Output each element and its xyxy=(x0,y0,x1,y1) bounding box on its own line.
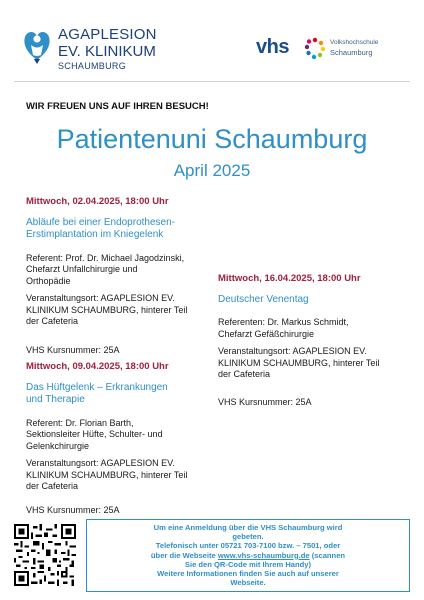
info-line xyxy=(93,551,403,560)
event-topic-line: und Therapie xyxy=(26,394,85,405)
event-topic xyxy=(26,382,216,407)
event-location-line: Veranstaltungsort: AGAPLESION EV. xyxy=(26,458,175,468)
event-date: Mittwoch, 16.04.2025, 18:00 Uhr xyxy=(218,273,361,284)
event-referent xyxy=(218,317,408,340)
agaplesion-heart-icon xyxy=(22,26,52,66)
info-line-suffix: (scannen xyxy=(309,550,346,560)
registration-info-box xyxy=(86,519,410,592)
event-topic-line: Deutscher Venentag xyxy=(218,293,309,305)
event-topic-line: Erstimplantation im Kniegelenk xyxy=(26,229,164,240)
vhs-sub2: Schaumburg xyxy=(330,48,373,57)
info-line: Weitere Informationen finden Sie auch auf unserer xyxy=(157,569,339,579)
event-referent xyxy=(26,253,216,288)
event-location-line: KLINIKUM SCHAUMBURG, hinterer Teil xyxy=(26,304,188,315)
vhs-logo xyxy=(256,36,406,64)
info-line-prefix: über die Webseite xyxy=(150,550,218,560)
vhs-website-link[interactable]: www.vhs-schaumburg.de xyxy=(217,550,310,560)
welcome-text: WIR FREUEN UNS AUF IHREN BESUCH! xyxy=(26,101,209,112)
event-topic-line: Das Hüftgelenk – Erkrankungen xyxy=(26,381,168,393)
event-location xyxy=(218,346,408,381)
info-line: Sie den QR-Code mit Ihrem Handy) xyxy=(184,559,312,569)
agaplesion-logo xyxy=(22,26,162,72)
event-date: Mittwoch, 09.04.2025, 18:00 Uhr xyxy=(26,361,169,372)
event-referent xyxy=(26,418,216,453)
event-course-number: VHS Kursnummer: 25A xyxy=(218,396,312,407)
event-topic xyxy=(218,294,408,307)
info-line: Um eine Anmeldung über die VHS Schaumburg wird xyxy=(153,523,343,532)
vhs-dots-icon xyxy=(304,37,326,59)
agaplesion-location: SCHAUMBURG xyxy=(58,61,127,71)
info-line: gebeten. xyxy=(232,532,264,542)
event-location xyxy=(26,458,216,493)
event-location-line: KLINIKUM SCHAUMBURG, hinterer Teil xyxy=(26,469,188,480)
event-course-number: VHS Kursnummer: 25A xyxy=(26,344,120,355)
info-line: Telefonisch unter 05721 703-7100 bzw. – 7501, oder xyxy=(155,541,341,551)
event-date: Mittwoch, 02.04.2025, 18:00 Uhr xyxy=(26,196,169,207)
event-referent-line: Chefarzt Unfallchirurgie und xyxy=(26,264,138,274)
event-location-line: der Cafeteria xyxy=(26,481,79,491)
event-course-number: VHS Kursnummer: 25A xyxy=(26,505,120,515)
event-1 xyxy=(26,196,216,356)
event-topic-line: Abläufe bei einer Endoprothesen- xyxy=(26,216,175,228)
vhs-sub1: Volkshochschule xyxy=(330,39,379,46)
event-topic xyxy=(26,217,216,242)
agaplesion-name: AGAPLESION xyxy=(58,26,157,43)
event-referent-line: Referenten: Dr. Markus Schmidt, xyxy=(218,317,349,327)
event-referent-line: Referent: Prof. Dr. Michael Jagodzinski, xyxy=(26,252,185,263)
event-2 xyxy=(218,273,408,408)
event-referent-line: Gelenkchirurgie xyxy=(26,440,90,451)
event-location xyxy=(26,293,216,328)
event-location-line: Veranstaltungsort: AGAPLESION EV. xyxy=(26,293,175,303)
header-divider xyxy=(14,81,410,82)
event-location-line: Veranstaltungsort: AGAPLESION EV. xyxy=(218,346,367,356)
event-3 xyxy=(26,361,216,515)
agaplesion-clinic: EV. KLINIKUM xyxy=(58,43,156,60)
qr-code-icon[interactable] xyxy=(14,524,76,586)
event-location-line: KLINIKUM SCHAUMBURG, hinterer Teil xyxy=(218,357,380,368)
event-referent-line: Sektionsleiter Hüfte, Schulter- und xyxy=(26,429,163,439)
info-line: Webseite. xyxy=(230,578,266,588)
vhs-brand: vhs xyxy=(256,36,289,58)
event-referent-line: Referent: Dr. Florian Barth, xyxy=(26,417,134,428)
event-location-line: der Cafeteria xyxy=(218,369,271,379)
event-referent-line: Chefarzt Gefäßchirurgie xyxy=(218,328,315,339)
page-subtitle: April 2025 xyxy=(173,161,251,180)
event-referent-line: Orthopädie xyxy=(26,275,71,286)
page-title: Patientenuni Schaumburg xyxy=(56,124,368,154)
event-location-line: der Cafeteria xyxy=(26,316,79,326)
